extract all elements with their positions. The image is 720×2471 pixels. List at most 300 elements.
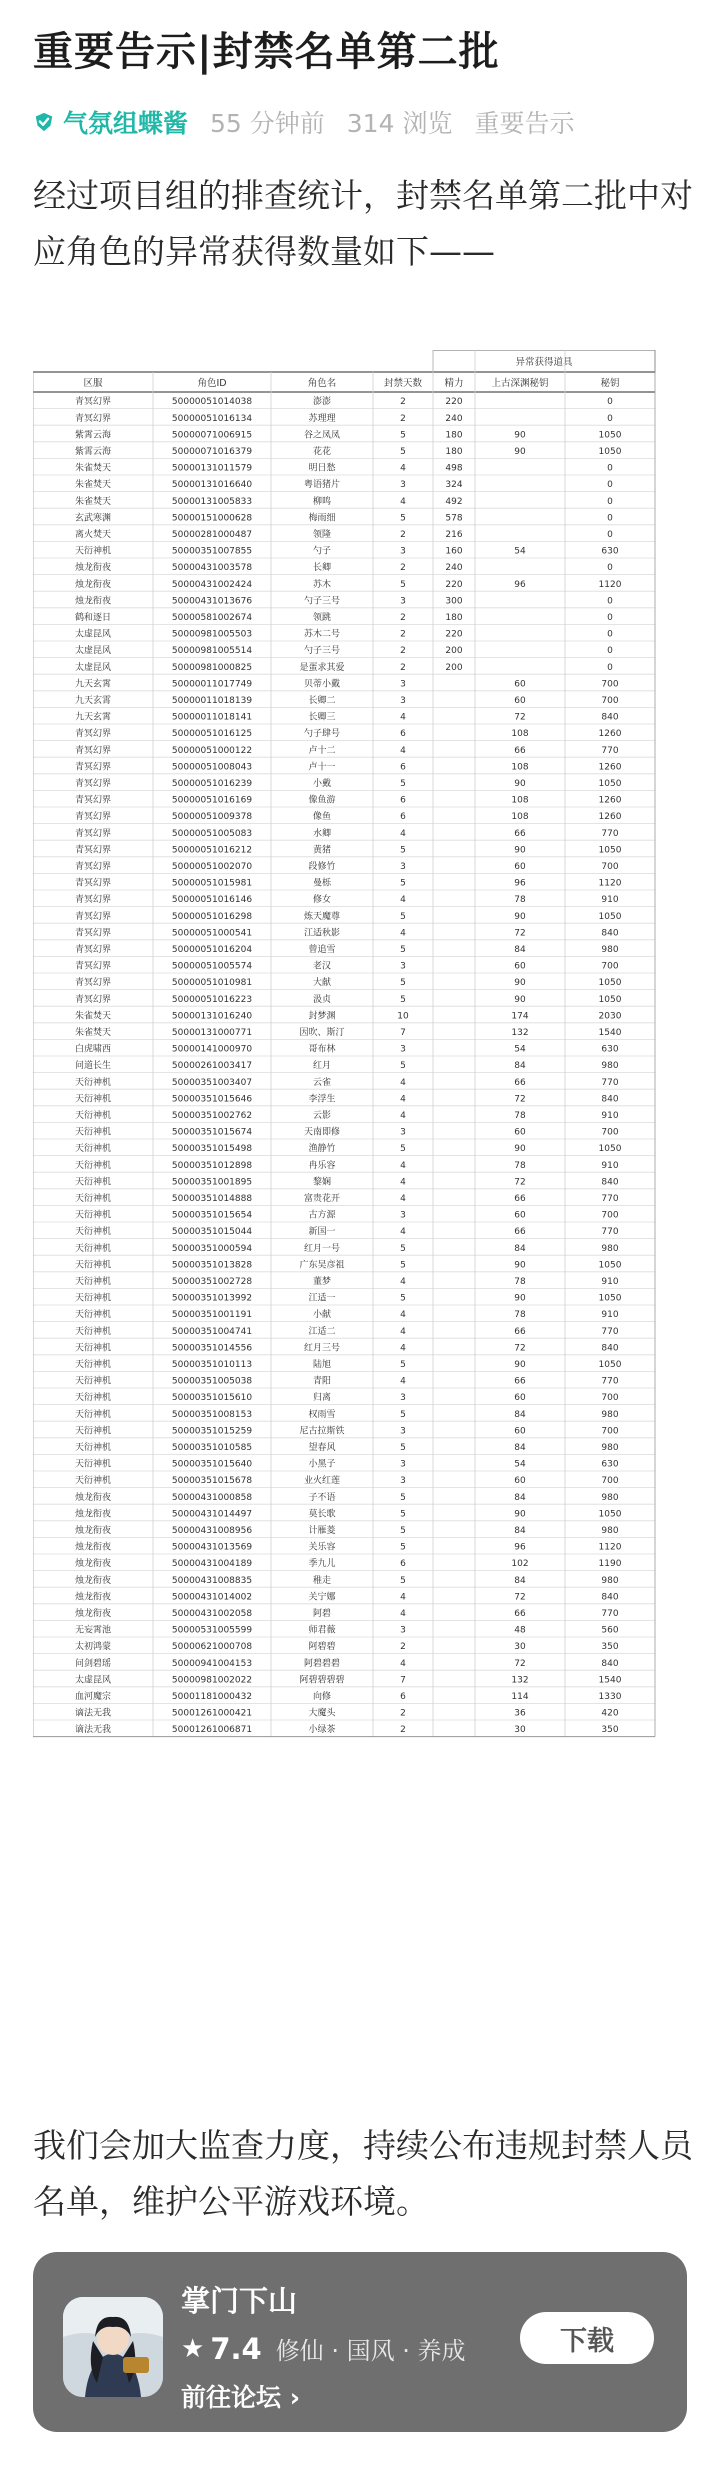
table-cell: 黄猪	[312, 845, 332, 856]
table-cell: 770	[601, 1077, 619, 1088]
table-cell: 烛龙衔夜	[74, 1559, 112, 1570]
post-category[interactable]: 重要告示	[474, 109, 575, 138]
table-cell: 烛龙衔夜	[74, 1526, 112, 1536]
column-header: 角色名	[307, 378, 337, 389]
table-cell: 曼栎	[312, 878, 332, 889]
table-cell: 2	[400, 1725, 406, 1736]
table-cell: 勺子肆号	[303, 729, 341, 740]
table-cell: 200	[445, 646, 463, 657]
table-cell: 1050	[598, 978, 622, 989]
table-cell: 天衍神机	[74, 1144, 112, 1155]
table-cell: 烛龙衔夜	[74, 596, 112, 607]
table-cell: 72	[514, 712, 526, 723]
table-cell: 66	[514, 828, 526, 839]
table-cell: 3	[400, 546, 406, 557]
table-cell: 5	[400, 978, 406, 989]
table-cell: 50000131005833	[171, 496, 253, 507]
table-cell: 50000351013828	[171, 1260, 253, 1271]
table-cell: 云影	[312, 1111, 332, 1121]
table-cell: 66	[514, 1609, 526, 1619]
table-cell: 420	[601, 1708, 619, 1719]
table-cell: 关乐容	[308, 1542, 336, 1553]
author-name[interactable]: 气氛组蝶酱	[63, 109, 189, 138]
table-cell: 青冥幻界	[74, 779, 112, 789]
table-cell: 96	[514, 878, 526, 889]
table-cell: 1050	[598, 1509, 622, 1520]
table-cell: 90	[514, 1144, 526, 1155]
table-cell: 0	[607, 463, 613, 474]
table-cell: 980	[601, 1243, 619, 1254]
table-cell: 60	[514, 862, 526, 872]
table-cell: 108	[511, 795, 529, 806]
table-cell: 5	[400, 1492, 406, 1503]
table-cell: 因吹、斯汀	[299, 1028, 345, 1038]
table-cell: 72	[514, 1592, 526, 1603]
table-cell: 青冥幻界	[74, 961, 112, 972]
table-cell: 天衍神机	[74, 1293, 112, 1304]
table-cell: 910	[601, 1310, 619, 1321]
table-cell: 1120	[598, 579, 622, 590]
table-cell: 66	[514, 1376, 526, 1387]
table-cell: 5	[400, 1409, 406, 1420]
table-cell: 太虚昆风	[74, 1675, 112, 1686]
table-cell: 50000131016240	[171, 1011, 253, 1022]
table-cell: 青冥幻界	[74, 862, 112, 872]
intro-paragraph: 经过项目组的排查统计，封禁名单第二批中对应角色的异常获得数量如下——	[33, 176, 693, 271]
table-cell: 贝蒂小戴	[303, 679, 341, 690]
table-cell: 72	[514, 1343, 526, 1354]
table-cell: 天衍神机	[74, 1227, 112, 1238]
table-cell: 天衍神机	[74, 1277, 112, 1287]
table-cell: 6	[400, 1692, 406, 1702]
table-cell: 江适二	[308, 1326, 336, 1337]
table-cell: 910	[601, 1160, 619, 1171]
table-cell: 2	[400, 397, 406, 408]
table-cell: 5	[400, 1443, 406, 1453]
table-cell: 840	[601, 1592, 619, 1603]
table-cell: 114	[511, 1692, 529, 1702]
table-cell: 天衍神机	[74, 1459, 112, 1470]
table-cell: 50000051015981	[171, 878, 253, 889]
table-cell: 苏木	[312, 579, 332, 590]
table-cell: 尼古拉斯铁	[299, 1426, 345, 1437]
table-cell: 700	[601, 1476, 619, 1487]
table-cell: 770	[601, 745, 619, 756]
table-cell: 50000051000541	[171, 928, 253, 939]
table-cell: 50000351013992	[171, 1293, 253, 1304]
table-cell: 78	[514, 1111, 526, 1121]
table-cell: 鹤和逐日	[74, 613, 112, 623]
table-cell: 78	[514, 895, 526, 906]
table-cell: 50000431008835	[171, 1575, 253, 1586]
table-cell: 1050	[598, 447, 622, 457]
table-cell: 5	[400, 1575, 406, 1586]
table-cell: 青冥幻界	[74, 762, 112, 773]
table-cell: 4	[400, 1658, 406, 1669]
table-cell: 90	[514, 430, 526, 441]
table-cell: 50000431013676	[171, 596, 253, 607]
table-cell: 朱雀焚天	[74, 463, 112, 474]
table-cell: 980	[601, 1409, 619, 1420]
table-cell: 980	[601, 1443, 619, 1453]
table-cell: 66	[514, 1194, 526, 1204]
table-cell: 78	[514, 1310, 526, 1321]
table-cell: 50000531005599	[171, 1625, 253, 1636]
table-cell: 小黑子	[308, 1459, 336, 1470]
table-cell: 谪法无我	[74, 1708, 112, 1719]
table-cell: 广东吴彦祖	[299, 1260, 345, 1271]
table-cell: 4	[400, 496, 406, 507]
table-cell: 天衍神机	[74, 1326, 112, 1337]
table-cell: 2	[400, 629, 406, 640]
table-cell: 50000941004153	[171, 1658, 253, 1669]
table-cell: 天衍神机	[74, 1443, 112, 1453]
group-header-label: 异常获得道具	[515, 357, 573, 368]
table-cell: 望春风	[308, 1443, 336, 1453]
table-cell: 66	[514, 1326, 526, 1337]
table-cell: 勺子	[312, 546, 332, 557]
table-cell: 九天玄霄	[74, 679, 112, 690]
table-cell: 0	[607, 530, 613, 540]
table-cell: 50000351001191	[171, 1310, 253, 1321]
table-cell: 修女	[312, 895, 332, 906]
table-cell: 0	[607, 613, 613, 623]
table-cell: 50000261003417	[171, 1061, 253, 1072]
table-cell: 太虚昆风	[74, 646, 112, 657]
table-cell: 青冥幻界	[74, 413, 112, 424]
table-cell: 200	[445, 662, 463, 673]
table-cell: 50000351015044	[171, 1227, 253, 1238]
table-cell: 50000071006915	[171, 430, 253, 441]
table-cell: 84	[514, 1061, 526, 1072]
table-cell: 4	[400, 828, 406, 839]
table-cell: 54	[514, 1459, 526, 1470]
table-cell: 50000431014497	[171, 1509, 253, 1520]
table-cell: 50000051016204	[171, 945, 253, 955]
table-cell: 1050	[598, 911, 622, 922]
table-cell: 630	[601, 1044, 619, 1055]
game-app-icon[interactable]	[63, 2297, 163, 2397]
table-cell: 天衍神机	[74, 1243, 112, 1254]
table-cell: 天衍神机	[74, 1426, 112, 1437]
table-cell: 天衍神机	[74, 1376, 112, 1387]
table-cell: 5	[400, 994, 406, 1005]
table-cell: 180	[445, 430, 463, 441]
table-cell: 大献	[312, 978, 332, 989]
table-cell: 90	[514, 1509, 526, 1520]
table-cell: 50000351004741	[171, 1326, 253, 1337]
table-cell: 84	[514, 1409, 526, 1420]
table-cell: 50000351002762	[171, 1111, 253, 1121]
table-cell: 3	[400, 862, 406, 872]
table-cell: 3	[400, 1127, 406, 1138]
table-cell: 10	[397, 1011, 409, 1022]
table-cell: 花花	[312, 447, 332, 457]
table-cell: 60	[514, 1210, 526, 1221]
table-cell: 50000051008043	[171, 762, 253, 773]
table-cell: 5	[400, 911, 406, 922]
table-cell: 3	[400, 696, 406, 706]
table-cell: 492	[445, 496, 463, 507]
table-cell: 6	[400, 729, 406, 740]
table-cell: 72	[514, 1177, 526, 1188]
verified-badge-icon	[33, 111, 55, 133]
table-cell: 天衍神机	[74, 1476, 112, 1487]
post-time: 55 分钟前	[210, 109, 325, 138]
table-cell: 1050	[598, 1260, 622, 1271]
table-cell: 770	[601, 1609, 619, 1619]
table-cell: 2	[400, 1642, 406, 1653]
table-cell: 5	[400, 1144, 406, 1155]
table-cell: 60	[514, 1127, 526, 1138]
table-cell: 澎澎	[312, 397, 332, 408]
table-cell: 5	[400, 513, 406, 524]
table-cell: 0	[607, 397, 613, 408]
table-cell: 3	[400, 1459, 406, 1470]
view-count: 314 浏览	[346, 109, 453, 138]
table-cell: 50000581002674	[171, 613, 253, 623]
table-cell: 1050	[598, 994, 622, 1005]
table-cell: 980	[601, 1061, 619, 1072]
table-cell: 50000431002058	[171, 1609, 253, 1619]
table-cell: 84	[514, 1443, 526, 1453]
table-cell: 天衍神机	[74, 1343, 112, 1354]
table-cell: 天衍神机	[74, 1393, 112, 1404]
table-cell: 是蛋求其爱	[299, 662, 345, 673]
column-header: 精力	[444, 378, 464, 389]
table-cell: 烛龙衔夜	[74, 1609, 112, 1619]
table-cell: 50000981005514	[171, 646, 253, 657]
table-cell: 50000051009378	[171, 812, 253, 823]
table-cell: 1050	[598, 779, 622, 789]
table-cell: 朱雀焚天	[74, 1011, 112, 1022]
table-cell: 50000431002424	[171, 579, 253, 590]
table-cell: 220	[445, 397, 463, 408]
table-cell: 1190	[598, 1559, 622, 1570]
table-cell: 青冥幻界	[74, 895, 112, 906]
table-cell: 5	[400, 430, 406, 441]
table-cell: 1330	[598, 1692, 622, 1702]
table-cell: 5	[400, 945, 406, 955]
table-cell: 132	[511, 1675, 529, 1686]
table-cell: 50000431000858	[171, 1492, 253, 1503]
table-cell: 0	[607, 480, 613, 491]
table-cell: 50000351008153	[171, 1409, 253, 1420]
table-cell: 50000351002728	[171, 1277, 253, 1287]
table-cell: 90	[514, 978, 526, 989]
table-cell: 青冥幻界	[74, 911, 112, 922]
table-cell: 4	[400, 1609, 406, 1619]
table-cell: 长卿二	[308, 696, 336, 706]
table-cell: 4	[400, 1111, 406, 1121]
ban-list-table	[33, 350, 687, 2088]
table-cell: 青冥幻界	[74, 828, 112, 839]
table-cell: 新国一	[308, 1227, 336, 1238]
table-cell: 840	[601, 1094, 619, 1105]
table-cell: 向修	[312, 1692, 332, 1702]
table-cell: 陆旭	[312, 1360, 332, 1370]
table-cell: 4	[400, 1160, 406, 1171]
table-cell: 4	[400, 1592, 406, 1603]
table-cell: 6	[400, 1559, 406, 1570]
table-cell: 阿碧碧碧碧	[299, 1675, 345, 1686]
table-cell: 910	[601, 1111, 619, 1121]
table-cell: 0	[607, 413, 613, 424]
table-cell: 烛龙衔夜	[74, 579, 112, 590]
table-cell: 50000051016298	[171, 911, 253, 922]
table-cell: 180	[445, 613, 463, 623]
table-cell: 90	[514, 994, 526, 1005]
table-cell: 4	[400, 1310, 406, 1321]
table-cell: 阿碧碧碧	[303, 1658, 341, 1669]
game-name[interactable]: 掌门下山	[181, 2284, 298, 2318]
table-cell: 910	[601, 1277, 619, 1287]
table-cell: 50000051016125	[171, 729, 253, 740]
table-cell: 阿碧	[312, 1609, 332, 1619]
table-cell: 天衍神机	[74, 1177, 112, 1188]
table-cell: 天衍神机	[74, 1260, 112, 1271]
table-cell: 50000351007855	[171, 546, 253, 557]
table-cell: 84	[514, 1526, 526, 1536]
table-cell: 78	[514, 1277, 526, 1287]
table-cell: 6	[400, 795, 406, 806]
table-cell: 4	[400, 1343, 406, 1354]
table-cell: 1540	[598, 1675, 622, 1686]
table-cell: 5	[400, 579, 406, 590]
table-cell: 90	[514, 845, 526, 856]
table-cell: 66	[514, 1077, 526, 1088]
table-cell: 1260	[598, 795, 622, 806]
table-cell: 4	[400, 1277, 406, 1287]
table-cell: 84	[514, 1575, 526, 1586]
table-cell: 50000431003578	[171, 563, 253, 574]
table-cell: 700	[601, 961, 619, 972]
table-cell: 54	[514, 546, 526, 557]
table-cell: 天衍神机	[74, 1077, 112, 1088]
table-cell: 玄武寒渊	[74, 513, 112, 524]
ban-list-table-image[interactable]	[33, 350, 687, 2088]
table-cell: 50000351015646	[171, 1094, 253, 1105]
table-cell: 4	[400, 1177, 406, 1188]
table-cell: 3	[400, 480, 406, 491]
table-cell: 朱雀焚天	[74, 496, 112, 507]
table-cell: 0	[607, 596, 613, 607]
table-cell: 78	[514, 1160, 526, 1171]
table-cell: 江适一	[308, 1293, 336, 1304]
outro-paragraph: 我们会加大监查力度，持续公布违规封禁人员名单，维护公平游戏环境。	[33, 2126, 693, 2221]
column-header: 角色ID	[197, 378, 227, 389]
table-cell: 小绿茶	[308, 1725, 336, 1736]
table-cell: 220	[445, 579, 463, 590]
table-cell: 578	[445, 513, 463, 524]
table-cell: 1260	[598, 762, 622, 773]
table-cell: 烛龙衔夜	[74, 1592, 112, 1603]
table-cell: 0	[607, 496, 613, 507]
table-cell: 50000351015654	[171, 1210, 253, 1221]
table-cell: 梅雨细	[308, 513, 336, 524]
table-cell: 700	[601, 1210, 619, 1221]
table-cell: 50000431004189	[171, 1559, 253, 1570]
table-cell: 离火焚天	[74, 530, 112, 540]
table-cell: 天衍神机	[74, 1094, 112, 1105]
table-cell: 苏木二号	[303, 629, 341, 640]
table-cell: 6	[400, 812, 406, 823]
table-cell: 3	[400, 596, 406, 607]
table-cell: 青冥幻界	[74, 745, 112, 756]
table-cell: 50000621000708	[171, 1642, 253, 1653]
table-cell: 业火红莲	[303, 1476, 341, 1487]
table-cell: 紫霄云海	[74, 447, 112, 457]
table-cell: 江适秋影	[303, 928, 341, 939]
table-cell: 50000051016169	[171, 795, 253, 806]
table-cell: 1050	[598, 430, 622, 441]
table-cell: 3	[400, 1044, 406, 1055]
table-cell: 归离	[312, 1393, 332, 1404]
table-cell: 苏理理	[308, 413, 336, 424]
game-card[interactable]	[33, 2252, 687, 2432]
table-cell: 50000981002022	[171, 1675, 253, 1686]
table-cell: 84	[514, 945, 526, 955]
column-header: 秘钥	[600, 378, 620, 389]
table-cell: 7	[400, 1028, 406, 1038]
table-cell: 青冥幻界	[74, 845, 112, 856]
forum-link[interactable]: 前往论坛 ›	[181, 2383, 301, 2412]
table-cell: 216	[445, 530, 463, 540]
table-cell: 770	[601, 1326, 619, 1337]
table-cell: 50000351015498	[171, 1144, 253, 1155]
table-cell: 840	[601, 1343, 619, 1354]
table-cell: 哥布林	[308, 1044, 336, 1055]
table-cell: 6	[400, 762, 406, 773]
table-cell: 840	[601, 712, 619, 723]
table-cell: 青冥幻界	[74, 795, 112, 806]
table-cell: 2030	[598, 1011, 622, 1022]
table-cell: 770	[601, 1227, 619, 1238]
table-cell: 明日愁	[308, 463, 336, 474]
table-cell: 4	[400, 895, 406, 906]
table-cell: 1050	[598, 845, 622, 856]
download-button[interactable]: 下载	[520, 2312, 654, 2364]
table-cell: 2	[400, 413, 406, 424]
table-cell: 66	[514, 1227, 526, 1238]
table-cell: 1050	[598, 1293, 622, 1304]
table-cell: 1120	[598, 878, 622, 889]
table-cell: 4	[400, 1376, 406, 1387]
table-cell: 冉乐容	[308, 1160, 336, 1171]
table-cell: 84	[514, 1492, 526, 1503]
table-cell: 840	[601, 1658, 619, 1669]
table-cell: 5	[400, 1243, 406, 1254]
table-cell: 50000351003407	[171, 1077, 253, 1088]
table-cell: 60	[514, 1476, 526, 1487]
table-cell: 498	[445, 463, 463, 474]
table-cell: 大魔头	[308, 1708, 336, 1719]
table-cell: 3	[400, 1210, 406, 1221]
table-cell: 50000051014038	[171, 397, 253, 408]
table-cell: 50000051010981	[171, 978, 253, 989]
table-cell: 560	[601, 1625, 619, 1636]
column-header: 上古深渊秘钥	[491, 378, 549, 389]
table-cell: 1260	[598, 812, 622, 823]
table-cell: 勺子三号	[303, 596, 341, 607]
table-cell: 老汉	[312, 961, 332, 972]
table-cell: 770	[601, 828, 619, 839]
table-cell: 像鱼	[312, 812, 332, 823]
table-cell: 谷之凤凤	[303, 430, 341, 441]
table-cell: 50000051002070	[171, 862, 253, 872]
table-cell: 700	[601, 1127, 619, 1138]
table-cell: 太虚昆风	[74, 629, 112, 640]
